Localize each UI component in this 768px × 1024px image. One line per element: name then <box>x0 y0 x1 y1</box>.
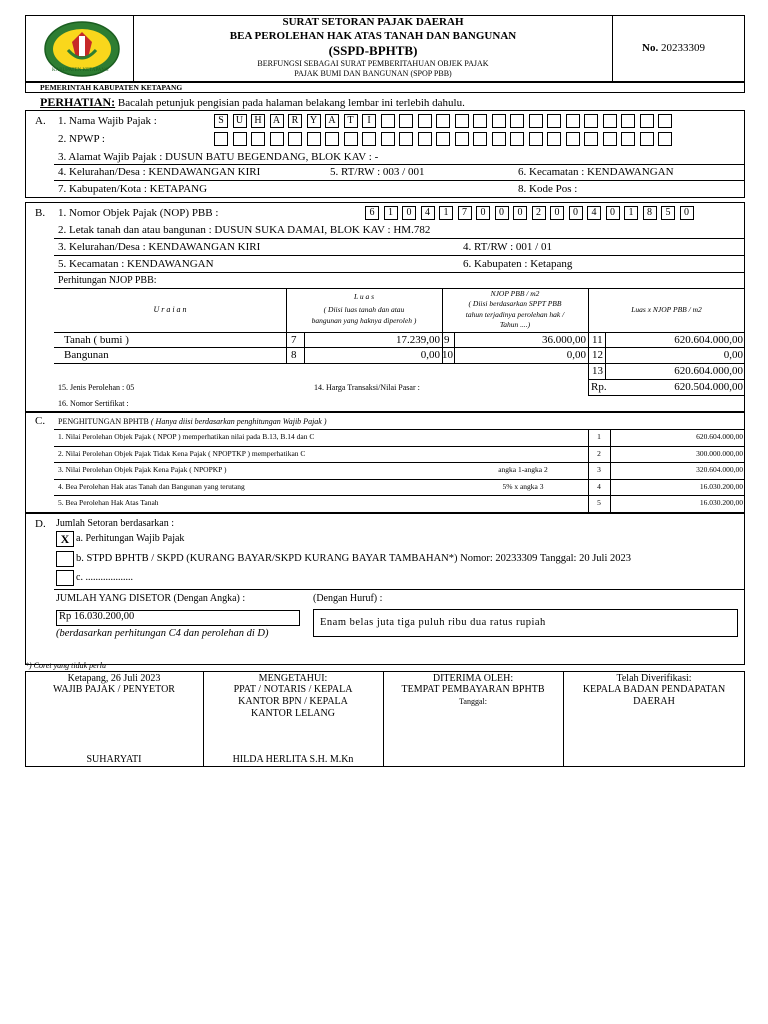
nop-char-cell[interactable]: 6 <box>365 206 379 220</box>
npwp-char-cell[interactable] <box>566 132 580 146</box>
section-d-title: Jumlah Setoran berdasarkan : <box>56 518 175 529</box>
kodepos-wp: 8. Kode Pos : <box>518 183 578 195</box>
bangunan-label: Bangunan <box>64 349 109 361</box>
bphtb-row-label: 2. Nilai Perolehan Objek Pajak Tidak Kena Pajak ( NPOPTKP ) memperhatikan C <box>58 448 306 458</box>
nop-char-cell[interactable]: 1 <box>624 206 638 220</box>
nama-char-cell[interactable] <box>381 114 395 128</box>
harga-transaksi-value: 620.504.000,00 <box>674 381 743 393</box>
nop-char-cell[interactable]: 5 <box>661 206 675 220</box>
perhitungan-njop-title: Perhitungan NJOP PBB: <box>58 275 157 286</box>
npwp-char-cell[interactable] <box>325 132 339 146</box>
nama-char-cell[interactable]: A <box>270 114 284 128</box>
tanah-label: Tanah ( bumi ) <box>64 334 129 346</box>
logo-text: KABUPATEN KETAPANG <box>52 68 109 73</box>
nama-char-cell[interactable] <box>566 114 580 128</box>
bangunan-njop: 0,00 <box>566 349 586 361</box>
nama-char-cell[interactable] <box>510 114 524 128</box>
npwp-char-cell[interactable] <box>251 132 265 146</box>
form-title-line3: (SSPD-BPHTB) <box>328 43 418 58</box>
bphtb-row-value: 16.030.200,00 <box>699 498 743 507</box>
option-a-checkbox[interactable]: X <box>56 531 74 547</box>
letak-objek: 2. Letak tanah dan atau bangunan : DUSUN SUKA DAMAI, BLOK KAV : HM.782 <box>58 224 431 236</box>
nop-char-cell[interactable]: 0 <box>513 206 527 220</box>
bangunan-luas: 0,00 <box>420 349 440 361</box>
nama-char-cell[interactable] <box>584 114 598 128</box>
tanah-luas: 17.239,00 <box>396 334 440 346</box>
bphtb-row-number: 4 <box>597 481 601 491</box>
th-uraian: U r a i a n <box>153 305 187 314</box>
nama-char-cell[interactable]: A <box>325 114 339 128</box>
form-title-line1: SURAT SETORAN PAJAK DAERAH <box>282 16 464 28</box>
sign-ppat-head: MENGETAHUI: <box>258 673 328 684</box>
nama-char-cell[interactable]: Y <box>307 114 321 128</box>
th-total: Luas x NJOP PBB / m2 <box>631 305 702 314</box>
nop-label: 1. Nomor Objek Pajak (NOP) PBB : <box>58 207 219 219</box>
nop-char-cell[interactable]: 4 <box>587 206 601 220</box>
form-subtitle-2: PAJAK BUMI DAN BANGUNAN (SPOP PBB) <box>294 69 452 78</box>
nop-char-cell[interactable]: 1 <box>439 206 453 220</box>
th-luas-1: L u a s <box>353 292 375 301</box>
th-njop-3: tahun terjadinya perolehan hak / <box>465 310 565 319</box>
nama-char-cell[interactable] <box>455 114 469 128</box>
npwp-char-cell[interactable] <box>510 132 524 146</box>
kecamatan-wp: 6. Kecamatan : KENDAWANGAN <box>518 166 674 178</box>
tanah-total: 620.604.000,00 <box>674 334 743 346</box>
npwp-char-cell[interactable] <box>529 132 543 146</box>
jumlah-disetor-label: JUMLAH YANG DISETOR (Dengan Angka) : <box>56 593 246 604</box>
nop-char-cell[interactable]: 0 <box>550 206 564 220</box>
sign-ppat-name: HILDA HERLITA S.H. M.Kn <box>232 754 354 765</box>
nop-char-cell[interactable]: 7 <box>458 206 472 220</box>
form-title-line2: BEA PEROLEHAN HAK ATAS TANAH DAN BANGUNAN <box>229 30 517 42</box>
bphtb-row-note: 5% x angka 3 <box>502 481 544 491</box>
harga-transaksi-label: 14. Harga Transaksi/Nilai Pasar : <box>314 383 420 392</box>
alamat-wajib-pajak: 3. Alamat Wajib Pajak : DUSUN BATU BEGENDANG, BLOK KAV : - <box>58 151 379 163</box>
npwp-char-cell[interactable] <box>658 132 672 146</box>
terbilang-value: Enam belas juta tiga puluh ribu dua ratus rupiah <box>320 617 546 628</box>
government-label: PEMERINTAH KABUPATEN KETAPANG <box>40 83 183 92</box>
nop-char-cell[interactable]: 0 <box>402 206 416 220</box>
nama-char-cell[interactable] <box>399 114 413 128</box>
npwp-char-cell[interactable] <box>418 132 432 146</box>
npwp-char-cell[interactable] <box>344 132 358 146</box>
form-subtitle-1: BERFUNGSI SEBAGAI SURAT PEMBERITAHUAN OBJEK PAJAK <box>257 59 489 68</box>
sign-bank-t2: Tanggal: <box>459 697 487 706</box>
sign-ppat-t3: KANTOR LELANG <box>251 708 335 719</box>
sign-ppat-t2: KANTOR BPN / KEPALA <box>238 696 348 707</box>
sign-bank-t1: TEMPAT PEMBAYARAN BPHTB <box>401 684 545 695</box>
npwp-char-cell[interactable] <box>492 132 506 146</box>
rp-label: Rp. <box>591 381 607 393</box>
nop-char-cell[interactable]: 0 <box>476 206 490 220</box>
th-luas-2: ( Diisi luas tanah dan atau <box>323 305 405 314</box>
nama-char-cell[interactable]: R <box>288 114 302 128</box>
npwp-char-cell[interactable] <box>381 132 395 146</box>
tanah-njop: 36.000,00 <box>542 334 586 346</box>
option-a-label: a. Perhitungan Wajib Pajak <box>76 533 185 544</box>
sign-verif-t2: DAERAH <box>633 696 675 707</box>
nama-char-cell[interactable] <box>547 114 561 128</box>
form-number-value: 20233309 <box>660 42 705 54</box>
option-c-checkbox[interactable] <box>56 570 74 586</box>
nop-char-cell[interactable]: 0 <box>569 206 583 220</box>
nama-char-cell[interactable]: U <box>233 114 247 128</box>
th-njop-4: Tahun ....) <box>499 320 531 329</box>
nama-char-cell[interactable] <box>418 114 432 128</box>
nop-char-cell[interactable]: 0 <box>680 206 694 220</box>
kelurahan-op: 3. Kelurahan/Desa : KENDAWANGAN KIRI <box>58 241 261 253</box>
th-njop-2: ( Diisi berdasarkan SPPT PBB <box>468 299 562 308</box>
sign-ppat-t1: PPAT / NOTARIS / KEPALA <box>233 684 353 695</box>
nop-char-cell[interactable]: 1 <box>384 206 398 220</box>
kecamatan-op: 5. Kecamatan : KENDAWANGAN <box>58 258 214 270</box>
sum-value: 620.604.000,00 <box>674 365 743 377</box>
nop-char-cell[interactable]: 8 <box>643 206 657 220</box>
sign-verif-head: Telah Diverifikasi: <box>616 673 692 684</box>
nama-char-cell[interactable]: T <box>344 114 358 128</box>
kabupaten-op: 6. Kabupaten : Ketapang <box>463 258 573 270</box>
bphtb-row-value: 620.604.000,00 <box>696 432 743 441</box>
rtrw-wp: 5. RT/RW : 003 / 001 <box>330 166 425 178</box>
nama-char-cell[interactable] <box>603 114 617 128</box>
bphtb-row-number: 5 <box>597 498 601 507</box>
bphtb-row-note: angka 1-angka 2 <box>498 465 548 474</box>
nama-char-cell[interactable] <box>473 114 487 128</box>
option-b-checkbox[interactable] <box>56 551 74 567</box>
section-b-letter: B. <box>35 207 46 219</box>
kelurahan-wp: 4. Kelurahan/Desa : KENDAWANGAN KIRI <box>58 166 261 178</box>
bphtb-row-label: 1. Nilai Perolehan Objek Pajak ( NPOP ) memperhatikan nilai pada B.13, B.14 dan C <box>58 432 315 441</box>
nama-char-cell[interactable]: I <box>362 114 376 128</box>
bangunan-njop-no: 10 <box>442 349 453 361</box>
option-b-label: b. STPD BPHTB / SKPD (KURANG BAYAR/SKPD KURANG BAYAR TAMBAHAN*) Nomor: 20233309 Tanggal: 20 Juli 2023 <box>76 553 631 564</box>
bangunan-total: 0,00 <box>723 349 743 361</box>
npwp-char-cell[interactable] <box>307 132 321 146</box>
jumlah-note: (berdasarkan perhitungan C4 dan perolehan di D) <box>56 628 269 639</box>
th-luas-3: bangunan yang haknya diperoleh ) <box>311 316 417 325</box>
npwp-char-cell[interactable] <box>584 132 598 146</box>
section-c-title: PENGHITUNGAN BPHTB ( Hanya diisi berdasarkan penghitungan Wajib Pajak ) <box>58 417 327 426</box>
form-number: No. 20233309 <box>642 42 705 54</box>
npwp-char-cell[interactable] <box>603 132 617 146</box>
bangunan-no: 8 <box>291 349 297 361</box>
nama-char-cell[interactable] <box>640 114 654 128</box>
npwp-char-cell[interactable] <box>473 132 487 146</box>
th-njop-1: NJOP PBB / m2 <box>490 289 540 298</box>
jumlah-disetor-value: Rp 16.030.200,00 <box>59 611 135 622</box>
nama-char-cell[interactable] <box>658 114 672 128</box>
nop-char-cell[interactable]: 2 <box>532 206 546 220</box>
dengan-huruf-label: (Dengan Huruf) : <box>313 593 383 604</box>
section-d-letter: D. <box>35 518 46 530</box>
nama-char-cell[interactable]: S <box>214 114 228 128</box>
npwp-char-cell[interactable] <box>399 132 413 146</box>
nop-char-cell[interactable]: 4 <box>421 206 435 220</box>
npwp-char-cell[interactable] <box>547 132 561 146</box>
npwp-label: 2. NPWP : <box>58 133 105 145</box>
tanah-total-no: 11 <box>592 334 603 346</box>
sum-no: 13 <box>592 365 603 377</box>
coret-note: *) Coret yang tidak perlu <box>25 661 107 670</box>
sign-date: Ketapang, 26 Juli 2023 <box>67 673 161 684</box>
kabupaten-wp: 7. Kabupaten/Kota : KETAPANG <box>58 183 208 195</box>
npwp-char-cell[interactable] <box>621 132 635 146</box>
bphtb-row-value: 300.000.000,00 <box>696 448 743 458</box>
npwp-char-cell[interactable] <box>270 132 284 146</box>
tanah-no: 7 <box>291 334 297 346</box>
tanah-njop-no: 9 <box>444 334 450 346</box>
npwp-char-cell[interactable] <box>640 132 654 146</box>
sign-bank-head: DITERIMA OLEH: <box>432 673 514 684</box>
section-c-letter: C. <box>35 415 46 427</box>
npwp-char-cell[interactable] <box>233 132 247 146</box>
rtrw-op: 4. RT/RW : 001 / 01 <box>463 241 552 253</box>
nama-char-cell[interactable] <box>492 114 506 128</box>
nama-char-cell[interactable] <box>529 114 543 128</box>
nama-label: 1. Nama Wajib Pajak : <box>58 115 157 127</box>
section-a-letter: A. <box>35 115 46 127</box>
npwp-char-cell[interactable] <box>288 132 302 146</box>
nop-char-cell[interactable]: 0 <box>495 206 509 220</box>
bphtb-row-label: 3. Nilai Perolehan Objek Pajak Kena Pajak ( NPOPKP ) <box>58 465 227 474</box>
sign-wp-title: WAJIB PAJAK / PENYETOR <box>53 684 175 695</box>
bphtb-row-label: 5. Bea Perolehan Hak Atas Tanah <box>58 498 159 507</box>
bphtb-row-number: 3 <box>597 465 601 474</box>
npwp-char-cell[interactable] <box>455 132 469 146</box>
nama-char-cell[interactable] <box>436 114 450 128</box>
perhatian-note: PERHATIAN: Bacalah petunjuk pengisian pada halaman belakang lembar ini terlebih dahulu. <box>40 95 465 109</box>
nama-char-cell[interactable]: H <box>251 114 265 128</box>
npwp-char-cell[interactable] <box>436 132 450 146</box>
npwp-char-cell[interactable] <box>362 132 376 146</box>
option-c-label: c. ................... <box>76 572 133 583</box>
nop-char-cell[interactable]: 0 <box>606 206 620 220</box>
nomor-sertifikat: 16. Nomor Sertifikat : <box>58 399 129 408</box>
sign-wp-name: SUHARYATI <box>86 754 142 765</box>
jenis-perolehan: 15. Jenis Perolehan : 05 <box>58 383 135 392</box>
bphtb-row-number: 2 <box>597 448 601 458</box>
sign-verif-t1: KEPALA BADAN PENDAPATAN <box>582 684 726 695</box>
nama-char-cell[interactable] <box>621 114 635 128</box>
bphtb-row-value: 320.604.000,00 <box>696 465 743 474</box>
bangunan-total-no: 12 <box>592 349 603 361</box>
bphtb-row-number: 1 <box>597 432 601 441</box>
bphtb-row-label: 4. Bea Perolehan Hak atas Tanah dan Bangunan yang terutang <box>58 481 245 491</box>
bphtb-row-value: 16.030.200,00 <box>699 481 743 491</box>
npwp-char-cell[interactable] <box>214 132 228 146</box>
